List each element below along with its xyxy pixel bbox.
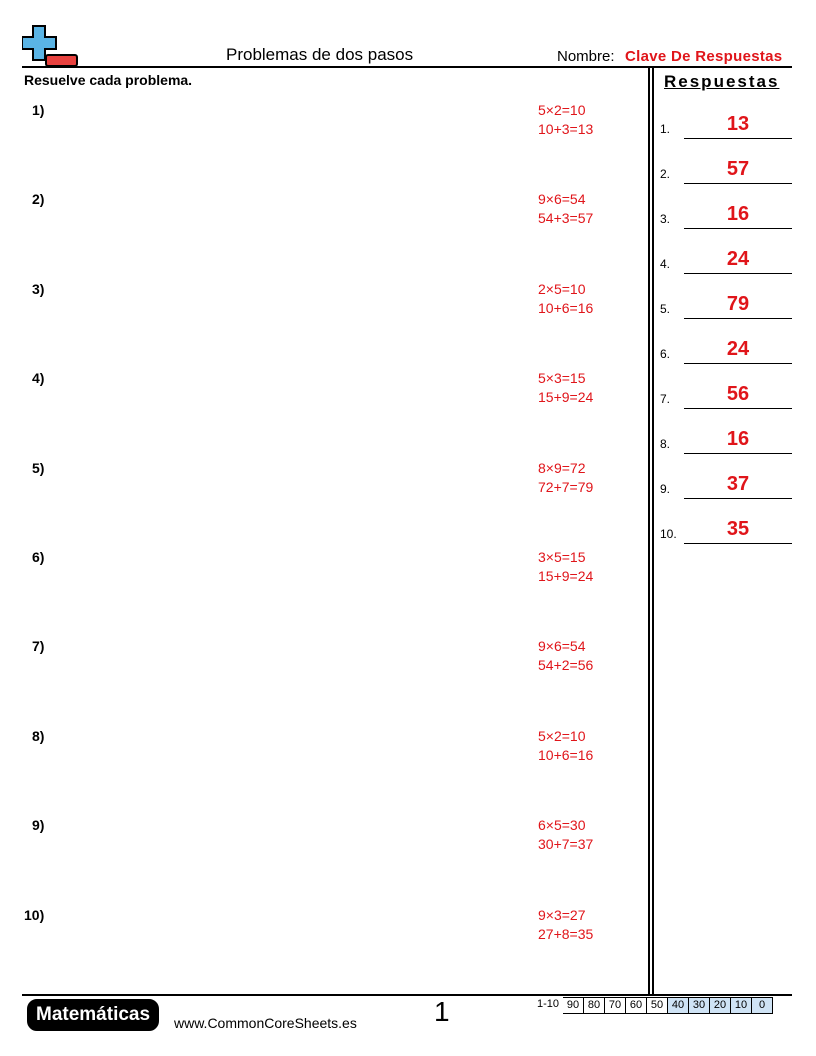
problem-number: 9) [32, 817, 45, 834]
header-divider [22, 66, 792, 68]
answer-value: 16 [726, 203, 750, 225]
answer-value: 56 [726, 383, 750, 405]
score-cell: 70 [605, 997, 626, 1014]
work-step-1: 2×5=10 [538, 280, 586, 297]
answer-line [684, 543, 792, 544]
answer-value: 79 [726, 293, 750, 315]
answer-index: 8. [660, 437, 671, 451]
answer-index: 9. [660, 482, 671, 496]
answer-value: 37 [726, 473, 750, 495]
problem-work [538, 101, 593, 139]
answer-line [684, 273, 792, 274]
work-step-2: 10+3=13 [538, 121, 594, 137]
plus-minus-logo-icon [22, 24, 80, 68]
score-cell: 80 [584, 997, 605, 1014]
answer-index: 7. [660, 392, 671, 406]
answer-index: 5. [660, 302, 671, 316]
score-cell: 0 [752, 997, 773, 1014]
answer-index: 10. [660, 527, 677, 541]
problem-number: 4) [32, 370, 45, 387]
answer-value: 35 [726, 518, 750, 540]
footer-divider [22, 994, 792, 996]
score-cell: 30 [689, 997, 710, 1014]
problem-work [538, 727, 593, 765]
answer-index: 4. [660, 257, 671, 271]
work-step-1: 9×3=27 [538, 906, 586, 923]
brand-badge: Matemáticas [27, 999, 159, 1031]
answer-index: 1. [660, 122, 671, 136]
problem-work [538, 906, 593, 944]
score-cell: 40 [668, 997, 689, 1014]
work-step-2: 10+6=16 [538, 746, 594, 763]
work-step-2: 54+2=56 [538, 657, 594, 674]
problem-work [538, 548, 593, 586]
problem-number: 5) [32, 459, 45, 476]
work-step-2: 10+6=16 [538, 299, 594, 316]
answer-index: 2. [660, 167, 671, 181]
work-step-2: 72+7=79 [538, 478, 594, 495]
score-cell: 60 [626, 997, 647, 1014]
score-scale-label: 1-10 [537, 998, 560, 1010]
answer-line [684, 453, 792, 454]
name-label: Nombre: [557, 48, 615, 65]
score-cell: 20 [710, 997, 731, 1014]
problem-work [538, 459, 593, 497]
work-step-1: 9×6=54 [538, 638, 586, 655]
answer-line [684, 138, 792, 139]
problem-number: 8) [32, 727, 45, 744]
work-step-1: 3×5=15 [538, 549, 586, 565]
answer-line [684, 228, 792, 229]
work-step-2: 30+7=37 [538, 836, 594, 853]
answer-line [684, 318, 792, 319]
page-number: 1 [434, 996, 450, 1027]
answer-value: 57 [726, 158, 750, 180]
work-step-1: 8×9=72 [538, 459, 586, 476]
site-url: www.CommonCoreSheets.es [174, 1015, 357, 1031]
answer-index: 6. [660, 347, 671, 361]
instructions: Resuelve cada problema. [24, 72, 193, 88]
answer-line [684, 363, 792, 364]
problem-number: 1) [32, 102, 45, 118]
score-cell: 50 [647, 997, 668, 1014]
work-step-1: 5×2=10 [538, 102, 586, 118]
answer-index: 3. [660, 212, 671, 226]
work-step-1: 5×3=15 [538, 370, 586, 387]
problem-number: 6) [32, 549, 45, 565]
answer-line [684, 408, 792, 409]
problem-number: 7) [32, 638, 45, 655]
answer-line [684, 183, 792, 184]
name-value: Clave De Respuestas [625, 48, 783, 65]
problem-work [538, 369, 593, 407]
problem-number: 2) [32, 191, 45, 208]
problem-work [538, 190, 593, 228]
score-cell: 90 [563, 997, 584, 1014]
problem-work [538, 280, 593, 318]
work-step-2: 27+8=35 [538, 925, 594, 942]
page-title: Problemas de dos pasos [226, 45, 414, 64]
answer-value: 13 [726, 113, 750, 135]
problem-number: 3) [32, 280, 45, 297]
answer-value: 24 [726, 338, 750, 360]
answers-title: Respuestas [664, 72, 780, 91]
answer-column-divider [648, 66, 654, 994]
work-step-2: 54+3=57 [538, 210, 594, 227]
work-step-1: 6×5=30 [538, 817, 586, 834]
work-step-1: 5×2=10 [538, 727, 586, 744]
answer-line [684, 498, 792, 499]
problem-work [538, 637, 593, 675]
answer-value: 16 [726, 428, 750, 450]
work-step-2: 15+9=24 [538, 389, 594, 406]
score-scale [533, 997, 773, 1014]
work-step-1: 9×6=54 [538, 191, 586, 208]
problem-number: 10) [24, 906, 45, 923]
answer-value: 24 [726, 248, 750, 270]
work-step-2: 15+9=24 [538, 568, 594, 584]
problem-work [538, 816, 593, 854]
score-cell: 10 [731, 997, 752, 1014]
